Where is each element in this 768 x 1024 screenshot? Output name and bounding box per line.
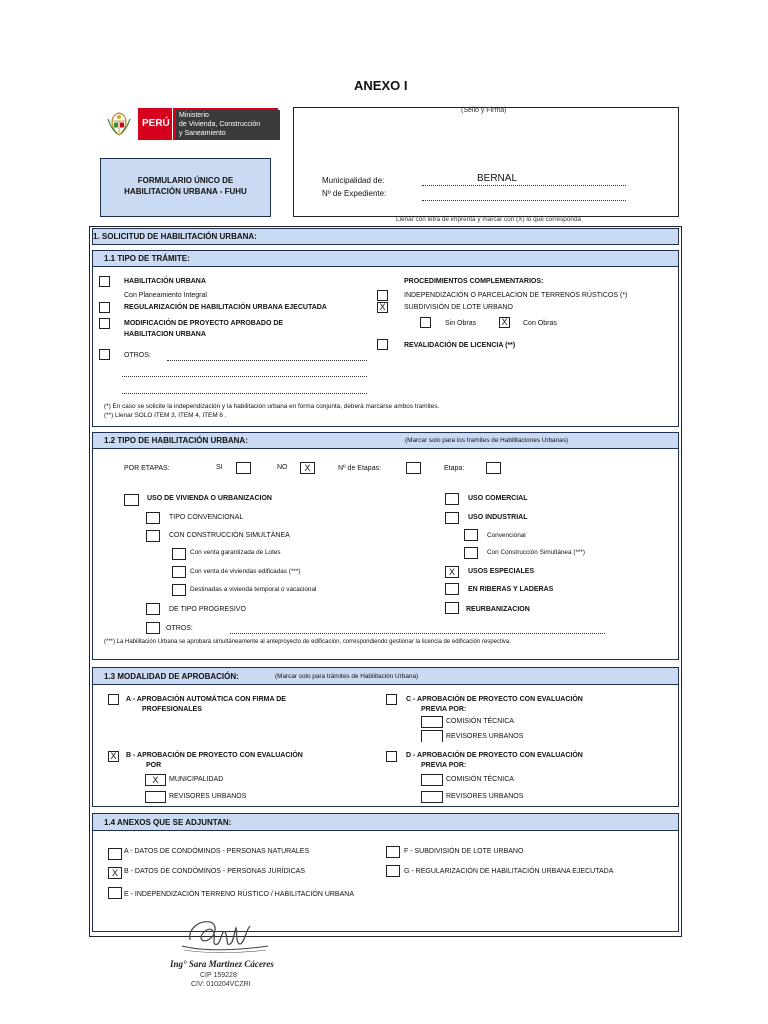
checkbox-industrial-convencional[interactable] — [464, 529, 478, 541]
coat-of-arms-icon — [106, 111, 132, 137]
checkbox-anexo-e[interactable] — [108, 887, 122, 899]
checkbox-sin-obras[interactable] — [420, 317, 431, 328]
checkbox-modificacion[interactable] — [99, 318, 110, 329]
seal-label: (Sello y Firma) — [461, 107, 507, 114]
form-title-line-1: FORMULARIO ÚNICO DE — [137, 176, 234, 185]
checkbox-subdivision[interactable]: X — [377, 302, 388, 313]
section-1-4-title: 1.4 ANEXOS QUE SE ADJUNTAN: — [104, 818, 232, 827]
checkbox-c-revisores[interactable] — [421, 730, 443, 742]
label-modalidad-c-1: C - APROBACIÓN DE PROYECTO CON EVALUACIÓN — [406, 696, 583, 703]
checkbox-uso-industrial[interactable] — [445, 512, 459, 524]
checkbox-reurbanizacion[interactable] — [445, 602, 459, 614]
checkbox-anexo-b[interactable]: X — [108, 867, 122, 879]
checkbox-modalidad-a[interactable] — [108, 694, 119, 705]
file-number-field[interactable] — [422, 200, 626, 201]
label-n-etapas: Nº de Etapas: — [338, 465, 382, 472]
note-llenar-solo: (**) Llenar SOLO ITEM 3, ITEM 4, ITEM 6 . — [104, 412, 227, 419]
checkbox-etapas-si[interactable] — [236, 462, 251, 474]
label-d-revisores: REVISORES URBANOS — [446, 793, 524, 800]
checkbox-modalidad-d[interactable] — [386, 751, 397, 762]
label-venta-viviendas: Con venta de viviendas edificadas (***) — [190, 568, 301, 575]
checkbox-etapas-no[interactable]: X — [300, 462, 315, 474]
label-anexo-e: E - INDEPENDIZACIÓN TERRENO RÚSTICO / HABILITACIÓN URBANA — [124, 891, 354, 898]
label-otros-tramite: OTROS: — [124, 352, 151, 359]
checkbox-revalidacion[interactable] — [377, 339, 388, 350]
label-c-revisores: REVISORES URBANOS — [446, 733, 524, 740]
label-industrial-convencional: Convencional — [487, 532, 526, 539]
label-tipo-progresivo: DE TIPO PROGRESIVO — [169, 606, 246, 613]
label-uso-vivienda: USO DE VIVIENDA O URBANIZACION — [147, 495, 272, 502]
label-tipo-convencional: TIPO CONVENCIONAL — [169, 514, 244, 521]
section-1-3-title: 1.3 MODALIDAD DE APROBACIÓN: — [104, 672, 239, 681]
label-c-comision: COMISIÓN TÉCNICA — [446, 718, 514, 725]
label-vivienda-temporal: Destinadas a vivienda temporal o vacacional — [190, 586, 317, 593]
checkbox-riberas[interactable] — [445, 583, 459, 595]
label-sin-obras: Sin Obras — [445, 320, 477, 327]
label-etapa: Etapa: — [444, 465, 465, 472]
label-venta-lotes: Con venta garantizada de Lotes — [190, 549, 281, 556]
checkbox-anexo-f[interactable] — [386, 846, 400, 858]
label-b-municipalidad: MUNICIPALIDAD — [169, 776, 224, 783]
form-title-line-2: HABILITACIÓN URBANA - FUHU — [124, 187, 247, 196]
checkbox-venta-viviendas[interactable] — [172, 566, 186, 578]
signature-cip: CIP 159228 — [200, 972, 237, 979]
checkbox-b-revisores[interactable] — [145, 791, 166, 803]
label-anexo-g: G - REGULARIZACIÓN DE HABILITACIÓN URBANA EJECUTADA — [404, 868, 614, 875]
checkbox-anexo-g[interactable] — [386, 865, 400, 877]
label-modificacion-2: HABILITACION URBANA — [124, 331, 206, 338]
section-1-header — [92, 228, 679, 245]
logo-country: PERÚ — [142, 118, 170, 129]
checkbox-anexo-a[interactable] — [108, 848, 122, 860]
checkbox-d-revisores[interactable] — [421, 791, 443, 803]
checkbox-tipo-convencional[interactable] — [146, 512, 160, 524]
label-si: SI — [216, 464, 223, 471]
checkbox-con-obras[interactable]: X — [499, 317, 510, 328]
label-modalidad-d-2: PREVIA POR: — [421, 762, 467, 769]
checkbox-regularizacion[interactable] — [99, 302, 110, 313]
checkbox-uso-vivienda[interactable] — [124, 494, 139, 506]
checkbox-tipo-progresivo[interactable] — [146, 603, 160, 615]
label-industrial-construccion: Con Construcción Simultánea (***) — [487, 549, 586, 556]
section-1-2-header — [92, 432, 679, 449]
municipality-label: Municipalidad de: — [322, 176, 385, 185]
section-1-3-hint: (Marcar solo para trámites de Habilitación Urbana) — [275, 673, 419, 680]
label-anexo-a: A - DATOS DE CONDÓMINOS - PERSONAS NATURALES — [124, 848, 310, 855]
label-anexo-b: B - DATOS DE CONDÓMINOS - PERSONAS JURÍDICAS — [124, 868, 305, 875]
checkbox-con-construccion[interactable] — [146, 530, 160, 542]
label-uso-comercial: USO COMERCIAL — [468, 495, 528, 502]
note-independizacion: (*) En caso se solicite la independización y la habilitación urbana en forma conjunta, deberá marcarse ambos tramites. — [104, 403, 440, 410]
label-modalidad-a-2: PROFESIONALES — [142, 706, 202, 713]
label-d-comision: COMISIÓN TÉCNICA — [446, 776, 514, 783]
logo-ministry-line-1: Ministerio — [179, 112, 209, 119]
label-modalidad-b-2: POR — [146, 762, 162, 769]
checkbox-b-municipalidad[interactable]: X — [145, 774, 166, 786]
label-revalidacion: REVALIDACIÓN DE LICENCIA (**) — [404, 342, 516, 349]
section-1-4-header — [92, 813, 679, 831]
signature-name: Ing° Sara Martinez Cáceres — [170, 959, 274, 969]
label-uso-industrial: USO INDUSTRIAL — [468, 514, 528, 521]
checkbox-hab-urbana[interactable] — [99, 276, 110, 287]
label-regularizacion: REGULARIZACIÓN DE HABILITACIÓN URBANA EJECUTADA — [124, 304, 327, 311]
checkbox-modalidad-b[interactable]: X — [108, 751, 119, 762]
note-habilitacion: (***) La Habilitación Urbana se aprobará simultáneamente al anteproyecto de edificación, correspondiendo gestionar la licencia de edificación respectiva. — [104, 639, 511, 645]
section-1-2-title: 1.2 TIPO DE HABILITACIÓN URBANA: — [104, 436, 248, 445]
checkbox-otros-tramite[interactable] — [99, 349, 110, 360]
label-no: NO — [277, 464, 288, 471]
checkbox-industrial-construccion[interactable] — [464, 547, 478, 559]
label-subdivision: SUBDIVISIÓN DE LOTE URBANO — [404, 304, 513, 311]
label-con-construccion: CON CONSTRUCCIÓN SIMULTÁNEA — [169, 532, 290, 539]
label-otros-habilitacion: OTROS: — [166, 625, 193, 632]
label-modalidad-b-1: B - APROBACIÓN DE PROYECTO CON EVALUACIÓN — [126, 752, 303, 759]
annex-title: ANEXO I — [354, 78, 408, 93]
logo-ministry-line-3: y Saneamiento — [179, 130, 226, 137]
otros-habilitacion-field[interactable] — [230, 633, 605, 634]
checkbox-otros-habilitacion[interactable] — [146, 622, 160, 634]
label-con-obras: Con Obras — [523, 320, 557, 327]
label-modalidad-d-1: D - APROBACIÓN DE PROYECTO CON EVALUACIÓN — [406, 752, 583, 759]
section-1-3-header — [92, 667, 679, 685]
checkbox-modalidad-c[interactable] — [386, 694, 397, 705]
label-modalidad-a-1: A - APROBACIÓN AUTOMÁTICA CON FIRMA DE — [126, 696, 286, 703]
fill-note: Llenar con letra de imprenta y marcar con (X) lo que corresponda — [396, 216, 582, 223]
label-independizacion: INDEPENDIZACIÓN O PARCELACION DE TERRENOS RÚSTICOS (*) — [404, 292, 628, 299]
signature-scribble — [180, 910, 270, 960]
label-hab-urbana: HABILITACIÓN URBANA — [124, 278, 206, 285]
checkbox-d-comision[interactable] — [421, 774, 443, 786]
input-n-etapas[interactable] — [406, 462, 421, 474]
file-number-label: Nº de Expediente: — [322, 189, 387, 198]
municipality-value[interactable]: BERNAL — [477, 173, 518, 184]
label-anexo-f: F - SUBDIVISIÓN DE LOTE URBANO — [404, 848, 524, 855]
section-1-title: 1. SOLICITUD DE HABILITACIÓN URBANA: — [93, 232, 257, 241]
label-modalidad-c-2: PREVIA POR: — [421, 706, 467, 713]
label-usos-especiales: USOS ESPECIALES — [468, 568, 535, 575]
checkbox-usos-especiales[interactable]: X — [445, 566, 459, 578]
label-modificacion-1: MODIFICACIÓN DE PROYECTO APROBADO DE — [124, 320, 284, 327]
section-1-2-hint: (Marcar solo para los tramites de Habilitaciones Urbanas) — [405, 437, 569, 444]
section-1-1-title: 1.1 TIPO DE TRÁMITE: — [104, 254, 190, 263]
signature-civ: CIV: 010204VCZRI — [191, 981, 251, 988]
label-riberas: EN RIBERAS Y LADERAS — [468, 586, 554, 593]
label-b-revisores: REVISORES URBANOS — [169, 793, 247, 800]
ministry-logo — [106, 108, 272, 140]
section-1-1-header — [92, 250, 679, 267]
checkbox-uso-comercial[interactable] — [445, 493, 459, 505]
checkbox-c-comision[interactable] — [421, 716, 443, 728]
checkbox-vivienda-temporal[interactable] — [172, 584, 186, 596]
otros-tramite-field[interactable] — [167, 360, 367, 361]
logo-ministry-line-2: de Vivienda, Construcción — [179, 121, 261, 128]
label-reurbanizacion: REURBANIZACION — [466, 606, 530, 613]
label-con-planeamiento: Con Planeamiento Integral — [124, 292, 207, 299]
label-proc-complementarios: PROCEDIMIENTOS COMPLEMENTARIOS: — [404, 278, 544, 285]
label-por-etapas: POR ETAPAS: — [124, 465, 170, 472]
checkbox-independizacion[interactable] — [377, 290, 388, 301]
input-etapa[interactable] — [486, 462, 501, 474]
checkbox-venta-lotes[interactable] — [172, 548, 186, 560]
